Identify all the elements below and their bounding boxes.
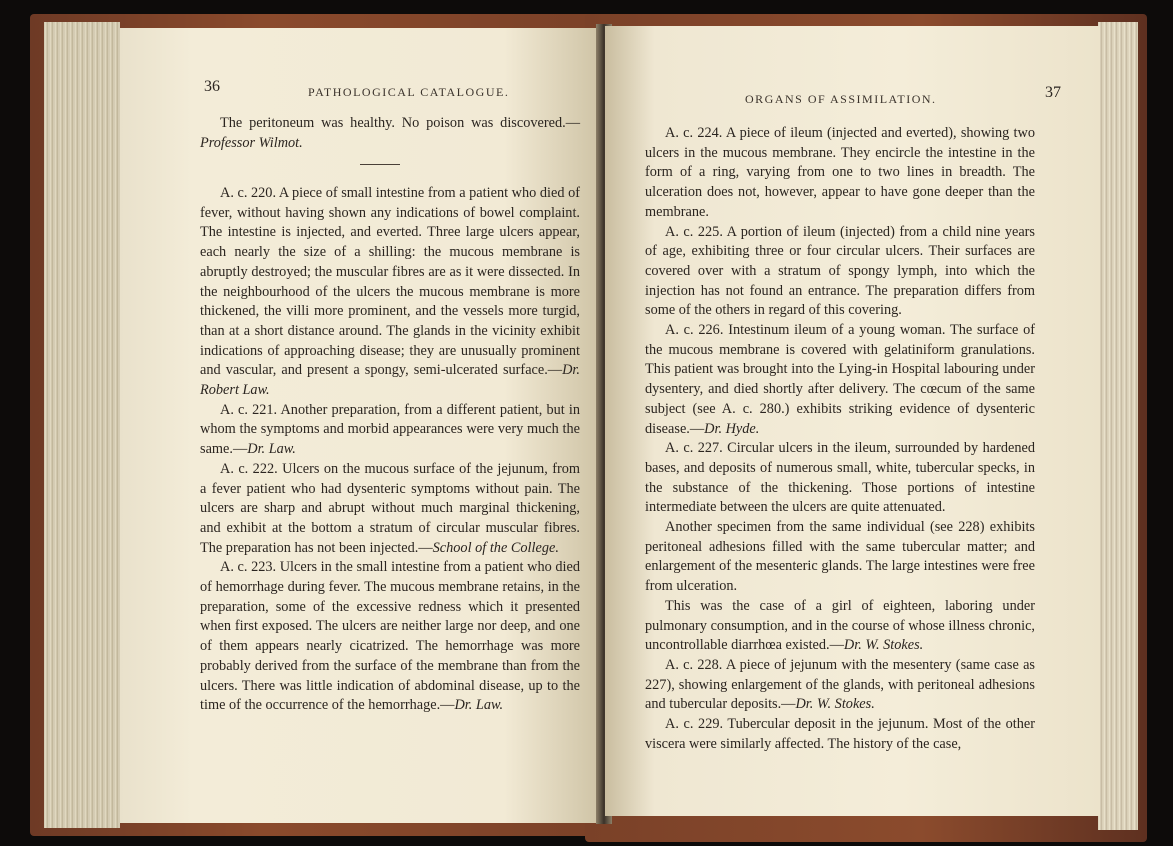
paragraph: The peritoneum was healthy. No poison was discovered.—Professor Wilmot. [200,115,580,151]
author-attribution: Dr. W. Stokes. [843,637,924,654]
right-text-block [645,124,1035,755]
running-head: PATHOLOGICAL CATALOGUE. [308,85,510,99]
paragraph: Another specimen from the same individual (see 228) exhibits peritoneal adhesions filled with the same tubercular matter; and enlargement of the mesenteric glands. The large intestines were free from ulceration. [645,519,1035,595]
paragraph: A. c. 226. Intestinum ileum of a young woman. The surface of the mucous membrane is covered with gelatiniform granulations. This patient was brought into the Lying-in Hospital labouring under dysentery, and died shortly after delivery. The cœcum of the same subject (see A. c. 280.) exhibits striking evidence of dysenteric disease.—Dr. Hyde. [645,322,1035,437]
paragraph: A. c. 223. Ulcers in the small intestine from a patient who died of hemorrhage during fever. The mucous membrane retains, in the preparation, some of the excessive redness which it presented when first exposed. The ulcers are neither large nor deep, and one of them appears nearly cicatrized. The hemorrhage was more probably derived from the surface of the membrane than from the ulcers. There was little indication of abdominal disease, up to the time of the occurrence of the hemorrhage.—Dr. Law. [200,559,580,714]
author-attribution: Professor Wilmot. [200,134,303,151]
left-text-block-main [200,184,580,716]
paragraph: A. c. 229. Tubercular deposit in the jejunum. Most of the other viscera were similarly affected. The history of the case, [645,716,1035,752]
paragraph: A. c. 227. Circular ulcers in the ileum, surrounded by hardened bases, and deposits of numerous small, white, tubercular specks, in the substance of the thickening. Those portions of intestine intermediate between the ulcers are quite attenuated. [645,440,1035,516]
left-page [120,28,600,823]
author-attribution: Dr. W. Stokes. [795,696,875,713]
left-text-block [200,114,580,153]
author-attribution: Dr. Law. [247,441,296,458]
paragraph: A. c. 221. Another preparation, from a different patient, but in whom the symptoms and morbid appearances were very much the same.—Dr. Law. [200,401,580,458]
page-edges-right [1098,22,1138,830]
paragraph: A. c. 224. A piece of ileum (injected and everted), showing two ulcers in the mucous membrane. They encircle the intestine in the form of a ring, varying from one to two lines in breadth. The ulceration does not, however, appear to have gone deeper than the membrane. [645,125,1035,220]
section-divider [360,164,400,165]
paragraph: This was the case of a girl of eighteen, laboring under pulmonary consumption, and in the course of whose illness chronic, uncontrollable diarrhœa existed.—Dr. W. Stokes. [645,597,1035,654]
running-head: ORGANS OF ASSIMILATION. [745,92,937,106]
author-attribution: Dr. Hyde. [704,420,760,437]
paragraph: A. c. 225. A portion of ileum (injected) from a child nine years of age, exhibiting three or four circular ulcers. Their surfaces are covered over with a stratum of spongy lymph, into which the injection has not found an entrance. The preparation differs from some of the others in regard of this covering. [645,223,1035,319]
author-attribution: Dr. Law. [454,697,504,714]
author-attribution: School of the College. [432,539,559,556]
page-number: 36 [204,78,220,95]
paragraph: A. c. 228. A piece of jejunum with the mesentery (same case as 227), showing enlargement of the glands, with peritoneal adhesions and tubercular deposits.—Dr. W. Stokes. [645,656,1035,713]
page-number: 37 [1045,84,1061,101]
paragraph: A. c. 220. A piece of small intestine from a patient who died of fever, without having shown any indications of bowel complaint. The intestine is injected, and everted. Three large ulcers appear, each nearly the size of a shilling: the mucous membrane is abruptly destroyed; the muscular fibres are as it were dissected. In the neighbourhood of the ulcers the mucous membrane is more thickened, the villi more prominent, and the vessels more turgid, than at a short distance around. The glands in the vicinity exhibit indications of approaching disease; they are unusually prominent and vascular, and present a spongy, semi-ulcerated surface.—Dr. Robert Law. [200,185,580,399]
paragraph: A. c. 222. Ulcers on the mucous surface of the jejunum, from a fever patient who had dysenteric symptoms without pain. The ulcers are sharp and abrupt without much marginal thickening, and exhibit at the bottom a stratum of circular muscular fibres. The preparation has not been injected.—School of the College. [200,460,580,556]
page-edges-left [44,22,120,828]
right-page [605,26,1100,816]
author-attribution: Dr. Robert Law. [200,362,580,399]
